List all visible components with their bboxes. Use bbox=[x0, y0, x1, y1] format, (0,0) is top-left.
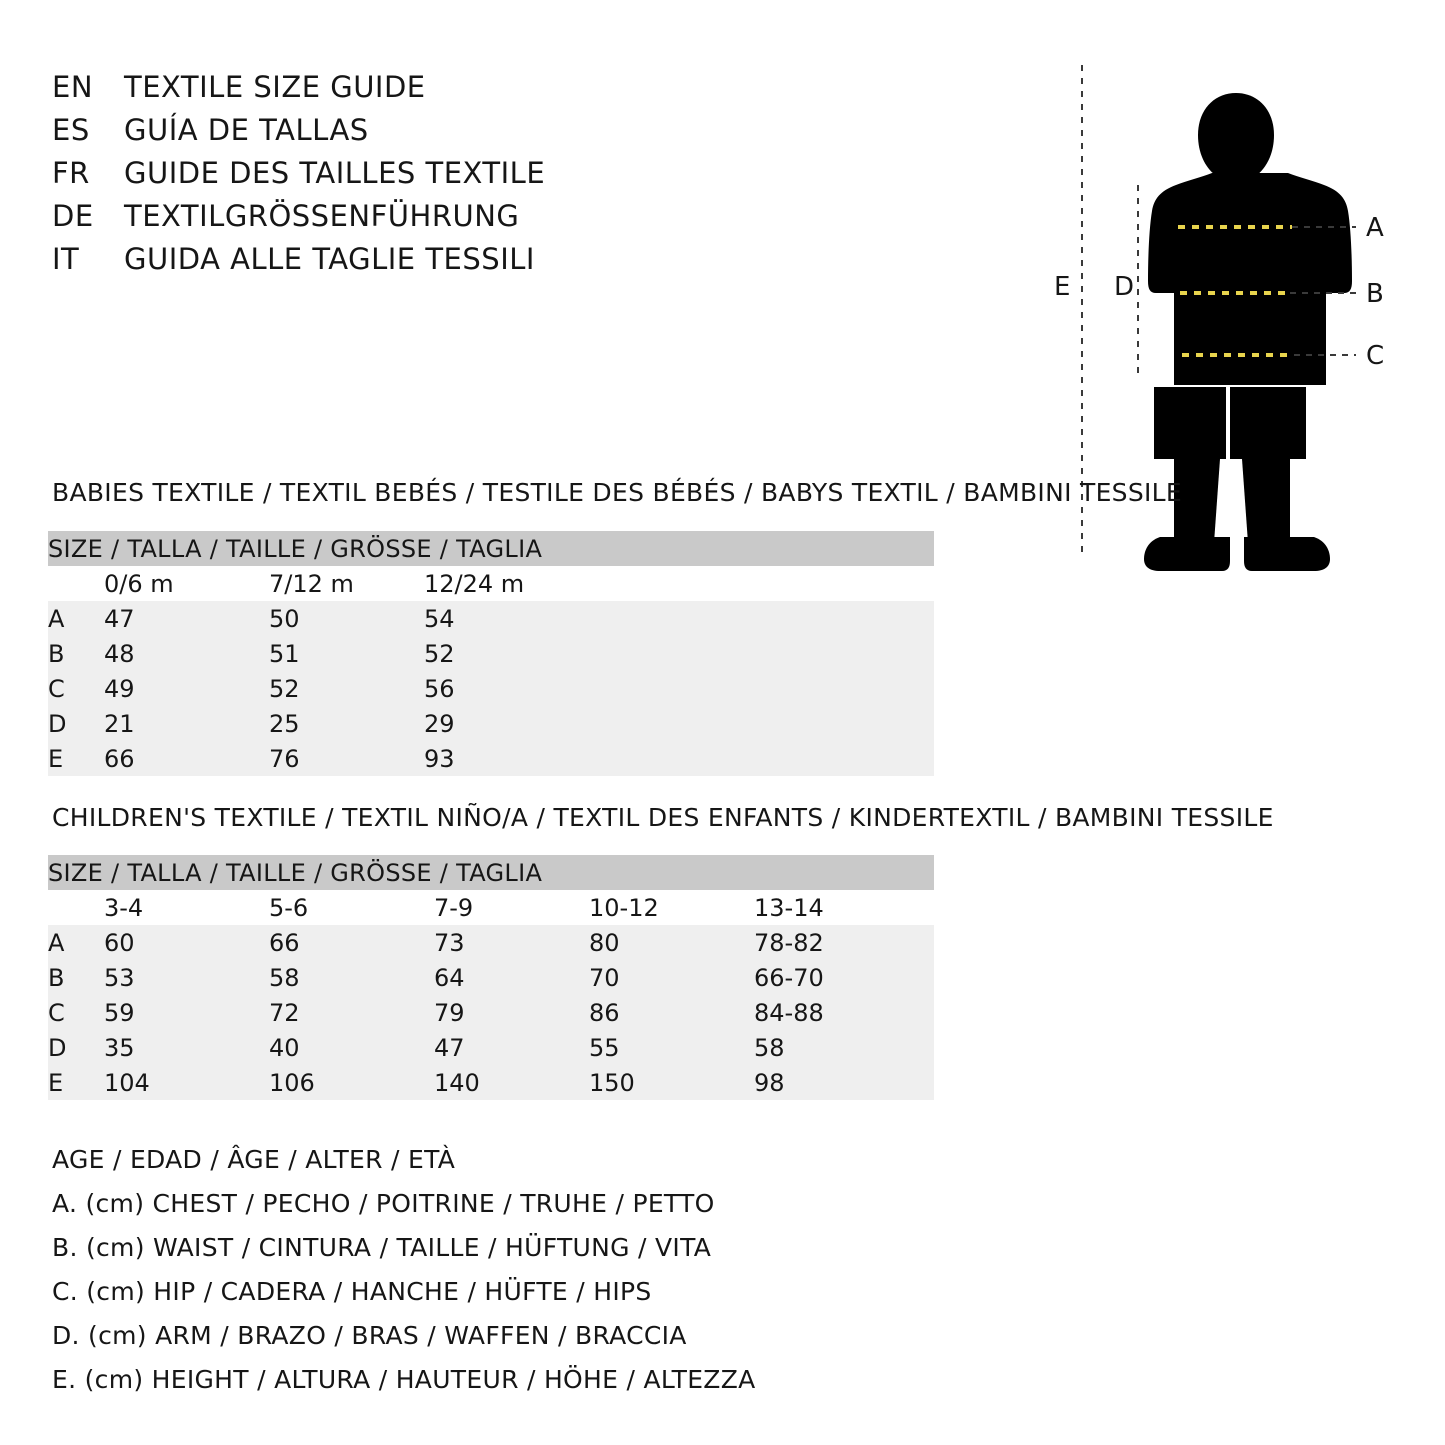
language-title: TEXTILE SIZE GUIDE bbox=[124, 70, 426, 104]
column-header: 5-6 bbox=[269, 890, 434, 925]
cell-value: 140 bbox=[434, 1065, 589, 1100]
language-title: GUÍA DE TALLAS bbox=[124, 113, 369, 147]
cell-value: 64 bbox=[434, 960, 589, 995]
table-row bbox=[48, 706, 934, 741]
language-title: GUIDA ALLE TAGLIE TESSILI bbox=[124, 242, 535, 276]
table-row bbox=[48, 601, 934, 636]
table-row bbox=[48, 1065, 934, 1100]
table-row bbox=[48, 636, 934, 671]
table-row bbox=[48, 995, 934, 1030]
cell-value: 60 bbox=[104, 925, 269, 960]
row-label: C bbox=[48, 671, 104, 706]
cell-value: 78-82 bbox=[754, 925, 934, 960]
row-label: D bbox=[48, 1030, 104, 1065]
cell-value: 52 bbox=[424, 636, 934, 671]
language-code: FR bbox=[52, 156, 90, 190]
legend-line: A. (cm) CHEST / PECHO / POITRINE / TRUHE / PETTO bbox=[52, 1189, 715, 1218]
table-row bbox=[48, 1030, 934, 1065]
cell-value: 52 bbox=[269, 671, 424, 706]
cell-value: 21 bbox=[104, 706, 269, 741]
cell-value: 47 bbox=[434, 1030, 589, 1065]
figure-label-c: C bbox=[1366, 341, 1385, 371]
cell-value: 58 bbox=[754, 1030, 934, 1065]
language-row bbox=[52, 156, 692, 199]
cell-value: 79 bbox=[434, 995, 589, 1030]
cell-value: 73 bbox=[434, 925, 589, 960]
cell-value: 47 bbox=[104, 601, 269, 636]
cell-value: 29 bbox=[424, 706, 934, 741]
column-header: 0/6 m bbox=[104, 566, 269, 601]
legend-line: D. (cm) ARM / BRAZO / BRAS / WAFFEN / BRACCIA bbox=[52, 1321, 687, 1350]
table-header-row bbox=[48, 855, 934, 890]
language-title: GUIDE DES TAILLES TEXTILE bbox=[124, 156, 546, 190]
language-code: ES bbox=[52, 113, 90, 147]
children-size-table bbox=[48, 855, 934, 1100]
row-label: B bbox=[48, 636, 104, 671]
cell-value: 66-70 bbox=[754, 960, 934, 995]
cell-value: 25 bbox=[269, 706, 424, 741]
legend-line: E. (cm) HEIGHT / ALTURA / HAUTEUR / HÖHE / ALTEZZA bbox=[52, 1365, 756, 1394]
language-row bbox=[52, 242, 692, 285]
language-code: IT bbox=[52, 242, 80, 276]
cell-value: 59 bbox=[104, 995, 269, 1030]
table-header-row bbox=[48, 531, 934, 566]
table-row bbox=[48, 671, 934, 706]
table-column-row bbox=[48, 566, 934, 601]
column-header: 12/24 m bbox=[424, 566, 934, 601]
row-label: E bbox=[48, 1065, 104, 1100]
cell-value: 106 bbox=[269, 1065, 434, 1100]
cell-value: 35 bbox=[104, 1030, 269, 1065]
column-header: 10-12 bbox=[589, 890, 754, 925]
children-size-header: SIZE / TALLA / TAILLE / GRÖSSE / TAGLIA bbox=[48, 855, 934, 890]
cell-value: 55 bbox=[589, 1030, 754, 1065]
language-header-list bbox=[52, 70, 692, 285]
cell-value: 58 bbox=[269, 960, 434, 995]
babies-section-title: BABIES TEXTILE / TEXTIL BEBÉS / TESTILE DES BÉBÉS / BABYS TEXTIL / BAMBINI TESSILE bbox=[52, 478, 1183, 507]
cell-value: 70 bbox=[589, 960, 754, 995]
figure-label-a: A bbox=[1366, 213, 1384, 243]
legend-line: C. (cm) HIP / CADERA / HANCHE / HÜFTE / HIPS bbox=[52, 1277, 652, 1306]
figure-label-e: E bbox=[1054, 272, 1071, 302]
cell-value: 40 bbox=[269, 1030, 434, 1065]
row-label: A bbox=[48, 925, 104, 960]
row-label: E bbox=[48, 741, 104, 776]
language-title: TEXTILGRÖSSENFÜHRUNG bbox=[124, 199, 520, 233]
cell-value: 48 bbox=[104, 636, 269, 671]
babies-size-table bbox=[48, 531, 934, 776]
table-column-row bbox=[48, 890, 934, 925]
column-header: 7-9 bbox=[434, 890, 589, 925]
cell-value: 98 bbox=[754, 1065, 934, 1100]
cell-value: 150 bbox=[589, 1065, 754, 1100]
measurement-legend bbox=[52, 1138, 852, 1402]
cell-value: 49 bbox=[104, 671, 269, 706]
table-row bbox=[48, 741, 934, 776]
babies-size-header: SIZE / TALLA / TAILLE / GRÖSSE / TAGLIA bbox=[48, 531, 934, 566]
figure-label-b: B bbox=[1366, 279, 1384, 309]
cell-value: 76 bbox=[269, 741, 424, 776]
language-row bbox=[52, 70, 692, 113]
row-label: B bbox=[48, 960, 104, 995]
language-code: EN bbox=[52, 70, 94, 104]
row-label: A bbox=[48, 601, 104, 636]
cell-value: 93 bbox=[424, 741, 934, 776]
language-row bbox=[52, 199, 692, 242]
figure-label-d: D bbox=[1114, 272, 1135, 302]
cell-value: 51 bbox=[269, 636, 424, 671]
cell-value: 66 bbox=[104, 741, 269, 776]
corner-cell bbox=[48, 566, 104, 601]
language-code: DE bbox=[52, 199, 94, 233]
cell-value: 56 bbox=[424, 671, 934, 706]
cell-value: 54 bbox=[424, 601, 934, 636]
children-section-title: CHILDREN'S TEXTILE / TEXTIL NIÑO/A / TEXTIL DES ENFANTS / KINDERTEXTIL / BAMBINI TESSILE bbox=[52, 803, 1274, 832]
table-row bbox=[48, 960, 934, 995]
row-label: C bbox=[48, 995, 104, 1030]
cell-value: 50 bbox=[269, 601, 424, 636]
legend-line: AGE / EDAD / ÂGE / ALTER / ETÀ bbox=[52, 1145, 456, 1174]
cell-value: 86 bbox=[589, 995, 754, 1030]
corner-cell bbox=[48, 890, 104, 925]
cell-value: 84-88 bbox=[754, 995, 934, 1030]
cell-value: 80 bbox=[589, 925, 754, 960]
column-header: 7/12 m bbox=[269, 566, 424, 601]
column-header: 13-14 bbox=[754, 890, 934, 925]
cell-value: 104 bbox=[104, 1065, 269, 1100]
cell-value: 72 bbox=[269, 995, 434, 1030]
cell-value: 66 bbox=[269, 925, 434, 960]
row-label: D bbox=[48, 706, 104, 741]
language-row bbox=[52, 113, 692, 156]
legend-line: B. (cm) WAIST / CINTURA / TAILLE / HÜFTUNG / VITA bbox=[52, 1233, 712, 1262]
table-row bbox=[48, 925, 934, 960]
column-header: 3-4 bbox=[104, 890, 269, 925]
cell-value: 53 bbox=[104, 960, 269, 995]
